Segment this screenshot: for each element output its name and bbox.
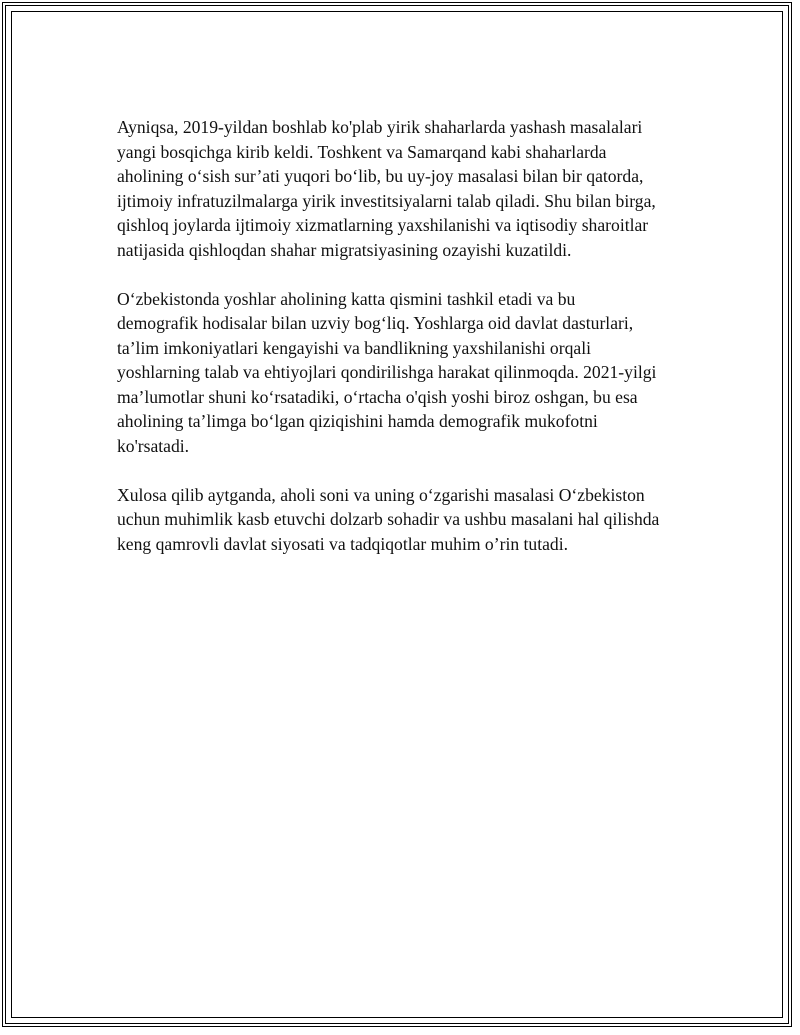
paragraph-1 [117, 115, 697, 262]
paragraph-3 [117, 483, 697, 557]
paragraph-line: Xulosa qilib aytganda, aholi soni va uning o‘zgarishi masalasi O‘zbekiston [117, 484, 645, 505]
paragraph-line: ta’lim imkoniyatlari kengayishi va bandlikning yaxshilanishi orqali [117, 337, 591, 358]
paragraph-line: ko'rsatadi. [117, 435, 190, 456]
paragraph-line: Ayniqsa, 2019-yildan boshlab ko'plab yirik shaharlarda yashash masalalari [117, 117, 643, 137]
paragraph-line: aholining o‘sish sur’ati yuqori bo‘lib, bu uy-joy masalasi bilan bir qatorda, [117, 166, 644, 186]
paragraph-line: aholining ta’limga bo‘lgan qiziqishini hamda demografik mukofotni [117, 411, 598, 431]
paragraph-line: yangi bosqichga kirib keldi. Toshkent va Samarqand kabi shaharlarda [117, 141, 607, 162]
paragraph-line: yoshlarning talab va ehtiyojlari qondirilishga harakat qilinmoqda. 2021-yilgi [117, 362, 657, 382]
paragraph-2 [117, 287, 697, 459]
paragraph-line: keng qamrovli davlat siyosati va tadqiqotlar muhim o’rin tutadi. [117, 533, 568, 554]
paragraph-line: natijasida qishloqdan shahar migratsiyasining ozayishi kuzatildi. [117, 239, 572, 260]
document-body [117, 115, 697, 581]
paragraph-line: uchun muhimlik kasb etuvchi dolzarb sohadir va ushbu masalani hal qilishda [117, 509, 660, 529]
paragraph-line: ijtimoiy infratuzilmalarga yirik investitsiyalarni talab qiladi. Shu bilan birga, [117, 190, 656, 211]
paragraph-line: O‘zbekistonda yoshlar aholining katta qismini tashkil etadi va bu [117, 288, 576, 309]
paragraph-line: ma’lumotlar shuni ko‘rsatadiki, o‘rtacha o'qish yoshi biroz oshgan, bu esa [117, 386, 638, 407]
paragraph-line: demografik hodisalar bilan uzviy bog‘liq. Yoshlarga oid davlat dasturlari, [117, 313, 634, 333]
paragraph-line: qishloq joylarda ijtimoiy xizmatlarning yaxshilanishi va iqtisodiy sharoitlar [117, 215, 649, 235]
